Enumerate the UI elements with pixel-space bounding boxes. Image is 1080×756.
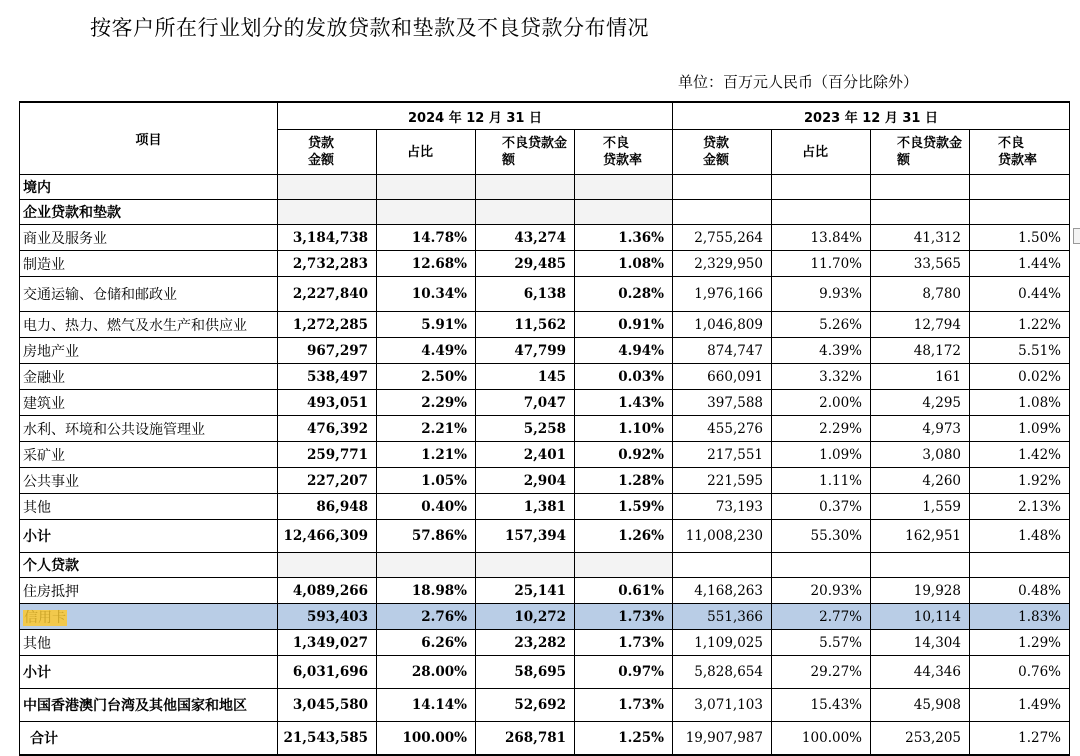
value-cell: 967,297 (278, 338, 377, 364)
row-label: 交通运输、仓储和邮政业 (20, 277, 278, 312)
empty-cell (772, 553, 871, 578)
header-share-2023: 占比 (772, 130, 871, 175)
value-cell: 73,193 (673, 494, 772, 520)
value-cell: 1.10% (575, 416, 673, 442)
table-row (20, 251, 1070, 277)
value-cell: 1.28% (575, 468, 673, 494)
value-cell: 19,928 (871, 578, 970, 604)
header-npl-ratio-2024: 不良 贷款率 (575, 130, 673, 175)
value-cell: 10,272 (476, 604, 575, 630)
value-cell: 1,381 (476, 494, 575, 520)
loan-distribution-table (19, 101, 1070, 756)
value-cell: 1.09% (772, 442, 871, 468)
empty-cell (377, 200, 476, 225)
value-cell: 0.37% (772, 494, 871, 520)
value-cell: 476,392 (278, 416, 377, 442)
value-cell: 1.08% (575, 251, 673, 277)
value-cell: 12,466,309 (278, 520, 377, 553)
row-label: 信用卡 (20, 604, 278, 630)
value-cell: 0.03% (575, 364, 673, 390)
table-row (20, 312, 1070, 338)
row-label: 小计 (20, 656, 278, 689)
value-cell: 1.08% (970, 390, 1070, 416)
row-label: 合计 (20, 722, 278, 756)
value-cell: 145 (476, 364, 575, 390)
value-cell: 1.25% (575, 722, 673, 756)
header-item: 项目 (20, 102, 278, 175)
value-cell: 1.73% (575, 689, 673, 722)
value-cell: 43,274 (476, 225, 575, 251)
empty-cell (575, 553, 673, 578)
value-cell: 11,008,230 (673, 520, 772, 553)
value-cell: 18.98% (377, 578, 476, 604)
value-cell: 5.26% (772, 312, 871, 338)
value-cell: 1.42% (970, 442, 1070, 468)
table-row (20, 364, 1070, 390)
empty-cell (673, 200, 772, 225)
value-cell: 5,828,654 (673, 656, 772, 689)
row-label: 企业贷款和垫款 (20, 200, 278, 225)
value-cell: 161 (871, 364, 970, 390)
value-cell: 2,401 (476, 442, 575, 468)
value-cell: 1.49% (970, 689, 1070, 722)
header-loan-amount-2024: 贷款 金额 (278, 130, 377, 175)
value-cell: 1,046,809 (673, 312, 772, 338)
value-cell: 14,304 (871, 630, 970, 656)
value-cell: 2.00% (772, 390, 871, 416)
empty-cell (575, 200, 673, 225)
value-cell: 2,904 (476, 468, 575, 494)
row-label: 其他 (20, 630, 278, 656)
value-cell: 1.83% (970, 604, 1070, 630)
value-cell: 12,794 (871, 312, 970, 338)
value-cell: 253,205 (871, 722, 970, 756)
value-cell: 593,403 (278, 604, 377, 630)
empty-cell (278, 553, 377, 578)
table-row (20, 225, 1070, 251)
table-row (20, 416, 1070, 442)
value-cell: 3,184,738 (278, 225, 377, 251)
row-label: 制造业 (20, 251, 278, 277)
empty-cell (476, 175, 575, 200)
value-cell: 2.29% (377, 390, 476, 416)
value-cell: 1,976,166 (673, 277, 772, 312)
value-cell: 874,747 (673, 338, 772, 364)
value-cell: 23,282 (476, 630, 575, 656)
value-cell: 268,781 (476, 722, 575, 756)
empty-cell (377, 553, 476, 578)
header-npl-amount-2023: 不良贷款金 额 (871, 130, 970, 175)
value-cell: 2.76% (377, 604, 476, 630)
row-label: 小计 (20, 520, 278, 553)
value-cell: 2,732,283 (278, 251, 377, 277)
value-cell: 10.34% (377, 277, 476, 312)
value-cell: 4,168,263 (673, 578, 772, 604)
value-cell: 0.92% (575, 442, 673, 468)
value-cell: 41,312 (871, 225, 970, 251)
row-label: 采矿业 (20, 442, 278, 468)
value-cell: 0.76% (970, 656, 1070, 689)
value-cell: 0.02% (970, 364, 1070, 390)
value-cell: 0.97% (575, 656, 673, 689)
value-cell: 0.48% (970, 578, 1070, 604)
value-cell: 1.48% (970, 520, 1070, 553)
value-cell: 19,907,987 (673, 722, 772, 756)
empty-cell (970, 553, 1070, 578)
row-label: 境内 (20, 175, 278, 200)
value-cell: 29.27% (772, 656, 871, 689)
empty-cell (673, 175, 772, 200)
table-row (20, 630, 1070, 656)
value-cell: 20.93% (772, 578, 871, 604)
value-cell: 4,089,266 (278, 578, 377, 604)
value-cell: 33,565 (871, 251, 970, 277)
value-cell: 1.73% (575, 630, 673, 656)
value-cell: 45,908 (871, 689, 970, 722)
value-cell: 1.27% (970, 722, 1070, 756)
value-cell: 227,207 (278, 468, 377, 494)
table-row (20, 656, 1070, 689)
value-cell: 1.73% (575, 604, 673, 630)
empty-cell (772, 200, 871, 225)
value-cell: 100.00% (772, 722, 871, 756)
value-cell: 397,588 (673, 390, 772, 416)
value-cell: 551,366 (673, 604, 772, 630)
value-cell: 0.44% (970, 277, 1070, 312)
empty-cell (772, 175, 871, 200)
value-cell: 3,045,580 (278, 689, 377, 722)
value-cell: 1.29% (970, 630, 1070, 656)
value-cell: 13.84% (772, 225, 871, 251)
value-cell: 162,951 (871, 520, 970, 553)
value-cell: 52,692 (476, 689, 575, 722)
value-cell: 3.32% (772, 364, 871, 390)
value-cell: 86,948 (278, 494, 377, 520)
value-cell: 1.09% (970, 416, 1070, 442)
value-cell: 538,497 (278, 364, 377, 390)
value-cell: 1.50% (970, 225, 1070, 251)
table-row (20, 277, 1070, 312)
value-cell: 12.68% (377, 251, 476, 277)
value-cell: 1.92% (970, 468, 1070, 494)
header-npl-ratio-2023: 不良 贷款率 (970, 130, 1070, 175)
section-row (20, 200, 1070, 225)
section-row (20, 175, 1070, 200)
value-cell: 0.28% (575, 277, 673, 312)
value-cell: 4.39% (772, 338, 871, 364)
empty-cell (575, 175, 673, 200)
unit-note: 单位：百万元人民币（百分比除外） (677, 73, 918, 91)
row-label: 其他 (20, 494, 278, 520)
value-cell: 2.77% (772, 604, 871, 630)
row-label: 商业及服务业 (20, 225, 278, 251)
table-row (20, 468, 1070, 494)
value-cell: 157,394 (476, 520, 575, 553)
value-cell: 2,755,264 (673, 225, 772, 251)
empty-cell (278, 175, 377, 200)
value-cell: 1.21% (377, 442, 476, 468)
value-cell: 2.50% (377, 364, 476, 390)
value-cell: 3,071,103 (673, 689, 772, 722)
value-cell: 55.30% (772, 520, 871, 553)
row-label: 水利、环境和公共设施管理业 (20, 416, 278, 442)
value-cell: 4,260 (871, 468, 970, 494)
value-cell: 1.43% (575, 390, 673, 416)
table-row (20, 390, 1070, 416)
value-cell: 6,138 (476, 277, 575, 312)
value-cell: 4,295 (871, 390, 970, 416)
value-cell: 1.11% (772, 468, 871, 494)
value-cell: 2.29% (772, 416, 871, 442)
value-cell: 1.05% (377, 468, 476, 494)
page-title: 按客户所在行业划分的发放贷款和垫款及不良贷款分布情况 (90, 16, 649, 40)
value-cell: 4.94% (575, 338, 673, 364)
table-row (20, 722, 1070, 756)
empty-cell (871, 175, 970, 200)
value-cell: 1.22% (970, 312, 1070, 338)
value-cell: 2,227,840 (278, 277, 377, 312)
value-cell: 0.91% (575, 312, 673, 338)
header-share-2024: 占比 (377, 130, 476, 175)
value-cell: 14.14% (377, 689, 476, 722)
value-cell: 15.43% (772, 689, 871, 722)
header-period-2023: 2023 年 12 月 31 日 (673, 102, 1070, 130)
row-label: 金融业 (20, 364, 278, 390)
value-cell: 44,346 (871, 656, 970, 689)
table-row (20, 442, 1070, 468)
table-row (20, 338, 1070, 364)
value-cell: 1.44% (970, 251, 1070, 277)
value-cell: 2.21% (377, 416, 476, 442)
table-row (20, 689, 1070, 722)
empty-cell (377, 175, 476, 200)
empty-cell (278, 200, 377, 225)
header-loan-amount-2023: 贷款 金额 (673, 130, 772, 175)
empty-cell (476, 553, 575, 578)
value-cell: 660,091 (673, 364, 772, 390)
row-label: 公共事业 (20, 468, 278, 494)
value-cell: 6,031,696 (278, 656, 377, 689)
value-cell: 5.91% (377, 312, 476, 338)
value-cell: 8,780 (871, 277, 970, 312)
value-cell: 25,141 (476, 578, 575, 604)
value-cell: 4,973 (871, 416, 970, 442)
row-label: 住房抵押 (20, 578, 278, 604)
value-cell: 21,543,585 (278, 722, 377, 756)
side-marker (1073, 228, 1080, 244)
value-cell: 48,172 (871, 338, 970, 364)
row-label: 电力、热力、燃气及水生产和供应业 (20, 312, 278, 338)
value-cell: 259,771 (278, 442, 377, 468)
value-cell: 57.86% (377, 520, 476, 553)
value-cell: 2,329,950 (673, 251, 772, 277)
value-cell: 3,080 (871, 442, 970, 468)
value-cell: 4.49% (377, 338, 476, 364)
value-cell: 29,485 (476, 251, 575, 277)
empty-cell (871, 553, 970, 578)
value-cell: 1.59% (575, 494, 673, 520)
value-cell: 47,799 (476, 338, 575, 364)
value-cell: 58,695 (476, 656, 575, 689)
value-cell: 14.78% (377, 225, 476, 251)
value-cell: 221,595 (673, 468, 772, 494)
value-cell: 10,114 (871, 604, 970, 630)
value-cell: 5,258 (476, 416, 575, 442)
empty-cell (970, 175, 1070, 200)
value-cell: 5.51% (970, 338, 1070, 364)
empty-cell (871, 200, 970, 225)
row-label: 个人贷款 (20, 553, 278, 578)
empty-cell (970, 200, 1070, 225)
row-label: 房地产业 (20, 338, 278, 364)
header-npl-amount-2024: 不良贷款金 额 (476, 130, 575, 175)
row-label: 中国香港澳门台湾及其他国家和地区 (20, 689, 278, 722)
header-period-2024: 2024 年 12 月 31 日 (278, 102, 673, 130)
row-label: 建筑业 (20, 390, 278, 416)
value-cell: 7,047 (476, 390, 575, 416)
value-cell: 5.57% (772, 630, 871, 656)
value-cell: 2.13% (970, 494, 1070, 520)
value-cell: 1,349,027 (278, 630, 377, 656)
table-row (20, 520, 1070, 553)
value-cell: 1,272,285 (278, 312, 377, 338)
value-cell: 1,559 (871, 494, 970, 520)
value-cell: 1,109,025 (673, 630, 772, 656)
table-row (20, 604, 1070, 630)
value-cell: 0.40% (377, 494, 476, 520)
section-row (20, 553, 1070, 578)
empty-cell (673, 553, 772, 578)
value-cell: 28.00% (377, 656, 476, 689)
value-cell: 6.26% (377, 630, 476, 656)
value-cell: 11.70% (772, 251, 871, 277)
value-cell: 0.61% (575, 578, 673, 604)
value-cell: 217,551 (673, 442, 772, 468)
value-cell: 100.00% (377, 722, 476, 756)
value-cell: 493,051 (278, 390, 377, 416)
value-cell: 9.93% (772, 277, 871, 312)
value-cell: 1.36% (575, 225, 673, 251)
value-cell: 455,276 (673, 416, 772, 442)
value-cell: 11,562 (476, 312, 575, 338)
table-row (20, 494, 1070, 520)
empty-cell (476, 200, 575, 225)
table-row (20, 578, 1070, 604)
value-cell: 1.26% (575, 520, 673, 553)
